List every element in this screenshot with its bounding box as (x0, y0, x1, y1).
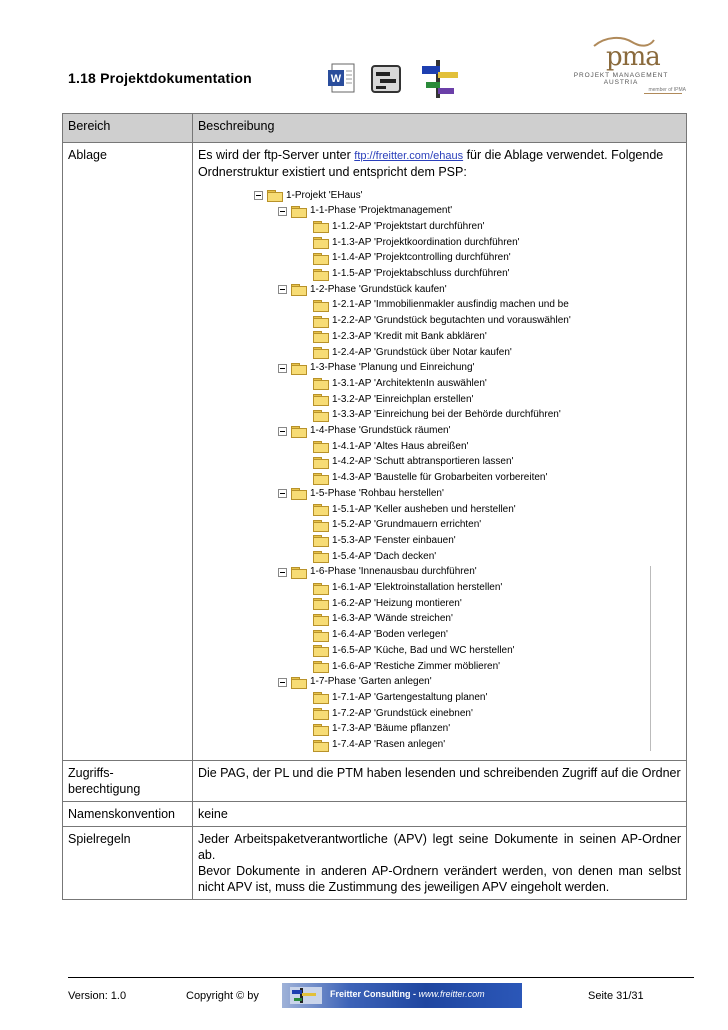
tree-ap-item[interactable] (302, 219, 485, 234)
namenskonvention-label: Namenskonvention (63, 802, 193, 827)
svg-text:W: W (330, 73, 342, 85)
tree-item-label: 1-7.3-AP 'Bäume pflanzen' (331, 723, 451, 735)
folder-tree (198, 186, 681, 756)
tree-ap-item[interactable] (302, 643, 515, 658)
pma-logo (556, 36, 686, 102)
banner-url: www.freitter.com (418, 989, 485, 999)
tree-phase-item[interactable] (278, 675, 432, 690)
folder-icon (313, 331, 328, 342)
tree-phase-item[interactable] (278, 361, 475, 376)
collapse-toggle-icon[interactable] (278, 285, 287, 294)
tree-phase-item[interactable] (278, 565, 477, 580)
folder-icon (291, 284, 306, 295)
footer-copyright: Copyright © by (186, 990, 259, 1002)
tree-ap-item[interactable] (302, 376, 487, 391)
tree-item-label: 1-2.2-AP 'Grundstück begutachten und vorauswählen' (331, 315, 571, 327)
folder-icon (291, 567, 306, 578)
tree-ap-item[interactable] (302, 251, 511, 266)
zugriff-label (63, 761, 193, 802)
tree-ap-item[interactable] (302, 455, 514, 470)
tree-item-label: 1-7.4-AP 'Rasen anlegen' (331, 739, 446, 750)
folder-icon (313, 394, 328, 405)
footer-version: Version: 1.0 (68, 990, 127, 1002)
logo-subtitle: PROJEKT MANAGEMENT AUSTRIA (573, 72, 669, 86)
tree-phase-item[interactable] (278, 204, 452, 219)
table-row-zugriff (63, 761, 687, 802)
spielregeln-text-1: Jeder Arbeitspaketverantwortliche (APV) legt seine Dokumente in seinen AP-Ordner ab. (197, 832, 681, 862)
collapse-toggle-icon[interactable] (278, 568, 287, 577)
folder-icon (291, 426, 306, 437)
collapse-toggle-icon[interactable] (278, 364, 287, 373)
folder-icon (313, 237, 328, 248)
mindmap-app-icon (418, 58, 462, 100)
footer-page-number: Seite 31/31 (588, 990, 644, 1002)
collapse-toggle-icon[interactable] (278, 678, 287, 687)
tree-ap-item[interactable] (302, 549, 436, 564)
tree-item-label: 1-4-Phase 'Grundstück räumen' (309, 425, 451, 436)
folder-icon (313, 520, 328, 531)
tree-item-label: 1-1.2-AP 'Projektstart durchführen' (331, 220, 485, 232)
namenskonvention-text: keine (192, 802, 686, 827)
tree-ap-item[interactable] (302, 581, 502, 596)
folder-icon (291, 677, 306, 688)
tree-item-label: 1-7-Phase 'Garten anlegen' (309, 676, 432, 688)
table-row-namenskonvention (63, 802, 687, 827)
tree-ap-item[interactable] (302, 690, 487, 705)
ftp-link[interactable]: ftp://freitter.com/ehaus (354, 150, 464, 162)
logo-brand: pma (606, 42, 660, 72)
tree-item-label: 1-Projekt 'EHaus' (285, 189, 363, 201)
folder-icon (291, 363, 306, 374)
folder-icon (313, 253, 328, 264)
tree-item-label: 1-5.1-AP 'Keller ausheben und herstellen' (331, 503, 516, 515)
folder-icon (313, 441, 328, 452)
ablage-text-before: Es wird der ftp-Server unter (197, 148, 355, 162)
tree-ap-item[interactable] (302, 502, 516, 517)
tree-item-label: 1-7.2-AP 'Grundstück einebnen' (331, 707, 473, 719)
banner-name: Freitter Consulting (330, 989, 411, 999)
folder-icon (313, 583, 328, 594)
tree-item-label: 1-7.1-AP 'Gartengestaltung planen' (331, 691, 488, 703)
folder-icon (313, 630, 328, 641)
tree-root-item[interactable] (254, 188, 363, 203)
zugriff-label-line1: Zugriffs- (68, 766, 114, 780)
folder-icon (313, 457, 328, 468)
table-row-ablage (63, 143, 687, 761)
tree-phase-item[interactable] (278, 282, 447, 297)
folder-icon (313, 535, 328, 546)
folder-icon (291, 488, 306, 499)
footer-rule (68, 977, 694, 978)
zugriff-text: Die PAG, der PL und die PTM haben lesenden und schreibenden Zugriff auf die Ordner (192, 761, 686, 802)
tree-ap-item[interactable] (302, 518, 481, 533)
folder-icon (313, 661, 328, 672)
logo-underline (644, 93, 682, 94)
tree-item-label: 1-4.2-AP 'Schutt abtransportieren lassen' (331, 456, 514, 468)
folder-icon (313, 269, 328, 280)
banner-text (330, 989, 485, 999)
tree-ap-item[interactable] (302, 628, 448, 643)
folder-icon (313, 300, 328, 311)
tree-ap-item[interactable] (302, 439, 468, 454)
zugriff-label-line2: berechtigung (68, 782, 141, 796)
tree-item-label: 1-5-Phase 'Rohbau herstellen' (309, 487, 444, 499)
logo-member-text: member of IPMA (648, 87, 686, 93)
folder-icon (313, 724, 328, 735)
tree-ap-item[interactable] (302, 596, 462, 611)
tree-item-label: 1-4.3-AP 'Baustelle für Grobarbeiten vorbereiten' (331, 472, 548, 484)
tree-ap-item[interactable] (302, 612, 453, 627)
tree-item-label: 1-1-Phase 'Projektmanagement' (309, 205, 453, 217)
banner-separator: - (410, 989, 419, 999)
tree-ap-item[interactable] (302, 392, 474, 407)
folder-icon (313, 708, 328, 719)
tree-ap-item[interactable] (302, 314, 571, 329)
folder-icon (313, 410, 328, 421)
tree-phase-item[interactable] (278, 424, 451, 439)
folder-icon (313, 378, 328, 389)
tree-item-label: 1-3.3-AP 'Einreichung bei der Behörde durchführen' (331, 409, 561, 421)
tree-ap-item[interactable] (302, 345, 512, 360)
tree-item-label: 1-1.5-AP 'Projektabschluss durchführen' (331, 268, 510, 279)
collapse-toggle-icon[interactable] (254, 191, 263, 200)
tree-item-label: 1-5.4-AP 'Dach decken' (331, 550, 437, 562)
tree-scrollbar-edge (650, 566, 651, 751)
application-icons (326, 58, 466, 100)
header-beschreibung: Beschreibung (192, 114, 686, 143)
tree-item-label: 1-1.4-AP 'Projektcontrolling durchführen' (331, 252, 511, 264)
ablage-label: Ablage (63, 143, 193, 761)
tree-item-label: 1-3-Phase 'Planung und Einreichung' (309, 362, 475, 374)
tree-item-label: 1-1.3-AP 'Projektkoordination durchführen' (331, 236, 520, 248)
tree-ap-item[interactable] (302, 329, 487, 344)
spielregeln-label: Spielregeln (63, 827, 193, 900)
tree-ap-item[interactable] (302, 722, 450, 737)
tree-item-label: 1-5.3-AP 'Fenster einbauen' (331, 534, 456, 546)
folder-icon (313, 551, 328, 562)
tree-item-label: 1-3.1-AP 'ArchitektenIn auswählen' (331, 377, 487, 389)
folder-icon (313, 740, 328, 751)
spielregeln-text-2: Bevor Dokumente in anderen AP-Ordnern verändert werden, von denen man selbst nicht APV ist, muss die Zustimmung des jeweiligen APV eingeholt werden. (197, 864, 681, 894)
tree-item-label: 1-6.3-AP 'Wände streichen' (331, 613, 453, 625)
collapse-toggle-icon[interactable] (278, 489, 287, 498)
tree-item-label: 1-3.2-AP 'Einreichplan erstellen' (331, 393, 474, 405)
tree-item-label: 1-6.1-AP 'Elektroinstallation herstellen' (331, 582, 503, 593)
ablage-text-after: für die Ablage verwendet. Folgende Ordnerstruktur existiert und entspricht dem PSP: (197, 148, 664, 179)
tree-ap-item[interactable] (302, 706, 473, 721)
tree-ap-item[interactable] (302, 267, 510, 282)
tree-ap-item[interactable] (302, 659, 500, 674)
documentation-table (62, 113, 687, 900)
table-header-row (63, 114, 687, 143)
word-document-icon (326, 62, 360, 96)
tree-item-label: 1-5.2-AP 'Grundmauern errichten' (331, 519, 482, 531)
freitter-banner[interactable] (282, 983, 522, 1008)
page-title: 1.18 Projektdokumentation (68, 70, 252, 86)
tree-item-label: 1-2.3-AP 'Kredit mit Bank abklären' (331, 330, 487, 342)
table-row-spielregeln (63, 827, 687, 900)
project-app-icon (370, 64, 404, 96)
folder-icon (313, 221, 328, 232)
spielregeln-text (192, 827, 686, 900)
tree-item-label: 1-2-Phase 'Grundstück kaufen' (309, 283, 447, 295)
ablage-text (198, 147, 681, 180)
tree-phase-item[interactable] (278, 486, 444, 501)
tree-item-label: 1-4.1-AP 'Altes Haus abreißen' (331, 440, 469, 452)
tree-item-label: 1-2.4-AP 'Grundstück über Notar kaufen' (331, 346, 512, 358)
tree-item-label: 1-6.2-AP 'Heizung montieren' (331, 597, 462, 609)
tree-item-label: 1-6.6-AP 'Restiche Zimmer möblieren' (331, 660, 501, 672)
collapse-toggle-icon[interactable] (278, 207, 287, 216)
folder-icon (313, 316, 328, 327)
tree-ap-item[interactable] (302, 298, 569, 313)
tree-ap-item[interactable] (302, 533, 456, 548)
tree-ap-item[interactable] (302, 738, 445, 753)
tree-ap-item[interactable] (302, 471, 547, 486)
folder-icon (313, 473, 328, 484)
tree-ap-item[interactable] (302, 408, 561, 423)
header-bereich: Bereich (63, 114, 193, 143)
folder-icon (313, 347, 328, 358)
folder-icon (313, 645, 328, 656)
tree-item-label: 1-6.4-AP 'Boden verlegen' (331, 629, 448, 641)
folder-icon (291, 206, 306, 217)
tree-item-label: 1-6.5-AP 'Küche, Bad und WC herstellen' (331, 644, 515, 656)
tree-item-label: 1-2.1-AP 'Immobilienmakler ausfindig machen und be (331, 299, 569, 311)
tree-ap-item[interactable] (302, 235, 520, 250)
folder-icon (313, 692, 328, 703)
ablage-description (192, 143, 686, 761)
tree-item-label: 1-6-Phase 'Innenausbau durchführen' (309, 566, 477, 578)
folder-icon (313, 504, 328, 515)
folder-icon (313, 598, 328, 609)
folder-icon (267, 190, 282, 201)
freitter-logo-icon (290, 987, 322, 1004)
folder-icon (313, 614, 328, 625)
collapse-toggle-icon[interactable] (278, 427, 287, 436)
